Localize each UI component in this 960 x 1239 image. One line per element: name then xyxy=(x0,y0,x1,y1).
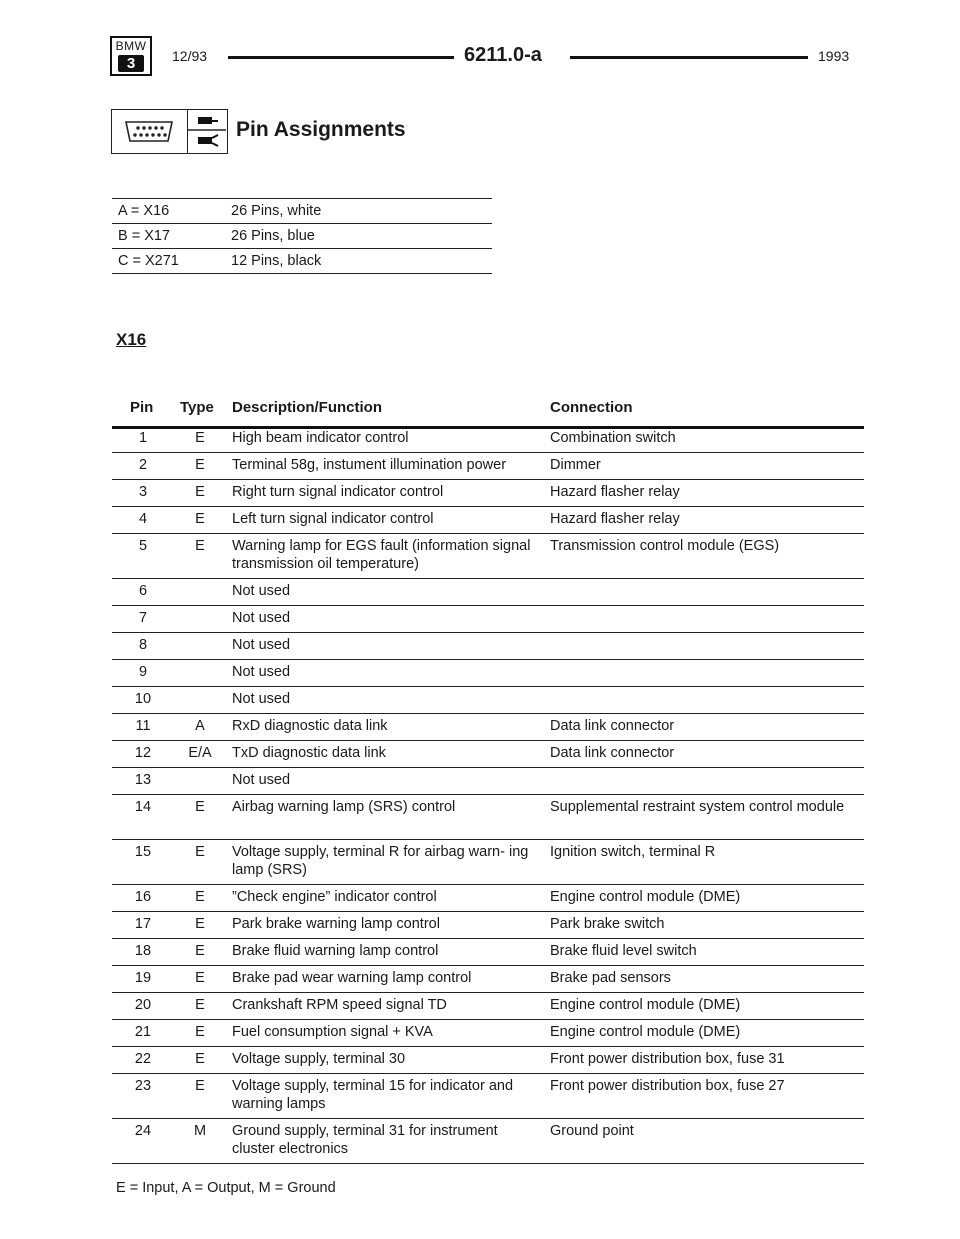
cell-description: Not used xyxy=(232,583,291,599)
cell-pin: 23 xyxy=(134,1078,152,1094)
cell-pin: 14 xyxy=(134,799,152,815)
bmw-3-logo xyxy=(110,36,152,76)
cell-description: High beam indicator control xyxy=(232,430,409,446)
legend-row xyxy=(112,224,492,249)
table-row xyxy=(112,966,864,993)
pin-table xyxy=(112,426,864,1164)
table-row xyxy=(112,741,864,768)
cell-type: M xyxy=(193,1123,207,1139)
cell-pin: 20 xyxy=(134,997,152,1013)
cell-pin: 1 xyxy=(138,430,148,446)
cell-pin: 6 xyxy=(138,583,148,599)
table-row xyxy=(112,660,864,687)
cell-type: E xyxy=(195,943,205,959)
cell-type: E xyxy=(195,430,205,446)
cell-connection: Data link connector xyxy=(550,718,675,734)
cell-type: E xyxy=(195,799,205,815)
table-row xyxy=(112,939,864,966)
cell-connection: Supplemental restraint system control module xyxy=(550,799,845,815)
section-title: X16 xyxy=(116,330,147,349)
table-row xyxy=(112,795,864,840)
cell-pin: 12 xyxy=(134,745,152,761)
connector-icon xyxy=(111,109,188,154)
cell-pin: 21 xyxy=(134,1024,152,1040)
cell-connection: Dimmer xyxy=(550,457,601,473)
cell-type: E xyxy=(195,484,205,500)
table-row xyxy=(112,768,864,795)
cell-description: Voltage supply, terminal 30 xyxy=(232,1051,406,1067)
legend-key: B = X17 xyxy=(118,228,170,244)
cell-description: Fuel consumption signal + KVA xyxy=(232,1024,433,1040)
cell-description: RxD diagnostic data link xyxy=(232,718,388,734)
table-row xyxy=(112,579,864,606)
cell-connection: Front power distribution box, fuse 31 xyxy=(550,1051,785,1067)
cell-description: Left turn signal indicator control xyxy=(232,511,434,527)
cell-type: E xyxy=(195,457,205,473)
header-description: Description/Function xyxy=(232,399,382,416)
cell-connection: Park brake switch xyxy=(550,916,665,932)
cell-description: Voltage supply, terminal R for airbag warn- ing lamp (SRS) xyxy=(232,844,529,878)
cell-description: TxD diagnostic data link xyxy=(232,745,386,761)
cell-description: Brake fluid warning lamp control xyxy=(232,943,439,959)
table-row xyxy=(112,714,864,741)
header-type: Type xyxy=(180,399,214,416)
legend-row xyxy=(112,249,492,274)
cell-connection: Hazard flasher relay xyxy=(550,484,680,500)
cell-description: Not used xyxy=(232,772,291,788)
table-row xyxy=(112,993,864,1020)
cell-type: E/A xyxy=(188,745,212,761)
cell-description: Not used xyxy=(232,664,291,680)
cell-description: Airbag warning lamp (SRS) control xyxy=(232,799,456,815)
header-doc-code: 6211.0-a xyxy=(464,44,542,66)
cell-pin: 3 xyxy=(138,484,148,500)
header-rule-right xyxy=(570,56,808,59)
cell-pin: 5 xyxy=(138,538,148,554)
header-pin: Pin xyxy=(130,399,154,416)
header-rule-left xyxy=(228,56,454,59)
cell-description: Warning lamp for EGS fault (information signal transmission oil temperature) xyxy=(232,538,531,572)
cell-pin: 4 xyxy=(138,511,148,527)
table-row xyxy=(112,1119,864,1164)
table-row xyxy=(112,1047,864,1074)
cell-pin: 18 xyxy=(134,943,152,959)
logo-model: 3 xyxy=(118,55,144,72)
cell-pin: 24 xyxy=(134,1123,152,1139)
cell-connection: Brake fluid level switch xyxy=(550,943,697,959)
cell-type: E xyxy=(195,538,205,554)
cell-connection: Engine control module (DME) xyxy=(550,1024,741,1040)
table-row xyxy=(112,885,864,912)
table-row xyxy=(112,453,864,480)
legend-value: 12 Pins, black xyxy=(231,253,322,269)
table-row xyxy=(112,480,864,507)
cell-connection: Engine control module (DME) xyxy=(550,889,741,905)
table-row xyxy=(112,912,864,939)
cell-type: E xyxy=(195,511,205,527)
table-header xyxy=(112,396,864,429)
cell-pin: 8 xyxy=(138,637,148,653)
cell-connection: Combination switch xyxy=(550,430,676,446)
cell-connection: Ground point xyxy=(550,1123,634,1139)
cell-type: E xyxy=(195,916,205,932)
table-row xyxy=(112,633,864,660)
legend-value: 26 Pins, white xyxy=(231,203,322,219)
table-row xyxy=(112,426,864,453)
pin-plug-icon xyxy=(188,109,228,154)
cell-type: E xyxy=(195,1024,205,1040)
cell-pin: 22 xyxy=(134,1051,152,1067)
cell-description: Brake pad wear warning lamp control xyxy=(232,970,472,986)
cell-description: Not used xyxy=(232,691,291,707)
table-row xyxy=(112,606,864,633)
cell-description: Terminal 58g, instument illumination power xyxy=(232,457,507,473)
table-row xyxy=(112,534,864,579)
table-row xyxy=(112,1074,864,1119)
table-row xyxy=(112,687,864,714)
cell-description: Not used xyxy=(232,637,291,653)
cell-connection: Front power distribution box, fuse 27 xyxy=(550,1078,785,1094)
cell-type: E xyxy=(195,844,205,860)
connector-legend xyxy=(112,198,492,274)
table-row xyxy=(112,1020,864,1047)
legend-key: A = X16 xyxy=(118,203,170,219)
table-row xyxy=(112,507,864,534)
table-row xyxy=(112,840,864,885)
footnote-legend: E = Input, A = Output, M = Ground xyxy=(116,1180,336,1196)
cell-pin: 2 xyxy=(138,457,148,473)
cell-pin: 16 xyxy=(134,889,152,905)
cell-description: Crankshaft RPM speed signal TD xyxy=(232,997,447,1013)
cell-description: Not used xyxy=(232,610,291,626)
cell-pin: 17 xyxy=(134,916,152,932)
cell-type: E xyxy=(195,1078,205,1094)
cell-pin: 9 xyxy=(138,664,148,680)
cell-pin: 10 xyxy=(134,691,152,707)
legend-row xyxy=(112,198,492,224)
header-date: 12/93 xyxy=(172,48,208,64)
page-title: Pin Assignments xyxy=(236,118,406,141)
cell-description: Park brake warning lamp control xyxy=(232,916,440,932)
cell-type: A xyxy=(195,718,205,734)
cell-description: Right turn signal indicator control xyxy=(232,484,444,500)
cell-connection: Engine control module (DME) xyxy=(550,997,741,1013)
cell-connection: Brake pad sensors xyxy=(550,970,671,986)
legend-value: 26 Pins, blue xyxy=(231,228,315,244)
cell-connection: Data link connector xyxy=(550,745,675,761)
cell-type: E xyxy=(195,997,205,1013)
cell-type: E xyxy=(195,1051,205,1067)
header-year: 1993 xyxy=(818,48,850,64)
cell-type: E xyxy=(195,970,205,986)
cell-pin: 7 xyxy=(138,610,148,626)
cell-pin: 15 xyxy=(134,844,152,860)
cell-pin: 13 xyxy=(134,772,152,788)
legend-key: C = X271 xyxy=(118,253,179,269)
cell-connection: Transmission control module (EGS) xyxy=(550,538,780,554)
cell-connection: Hazard flasher relay xyxy=(550,511,680,527)
cell-pin: 11 xyxy=(135,718,151,734)
cell-description: Voltage supply, terminal 15 for indicator and warning lamps xyxy=(232,1078,514,1112)
logo-brand: BMW xyxy=(115,39,147,53)
cell-connection: Ignition switch, terminal R xyxy=(550,844,716,860)
cell-description: Ground supply, terminal 31 for instrument cluster electronics xyxy=(232,1123,498,1157)
header-connection: Connection xyxy=(550,399,633,416)
cell-description: ”Check engine” indicator control xyxy=(232,889,437,905)
cell-type: E xyxy=(195,889,205,905)
cell-pin: 19 xyxy=(134,970,152,986)
